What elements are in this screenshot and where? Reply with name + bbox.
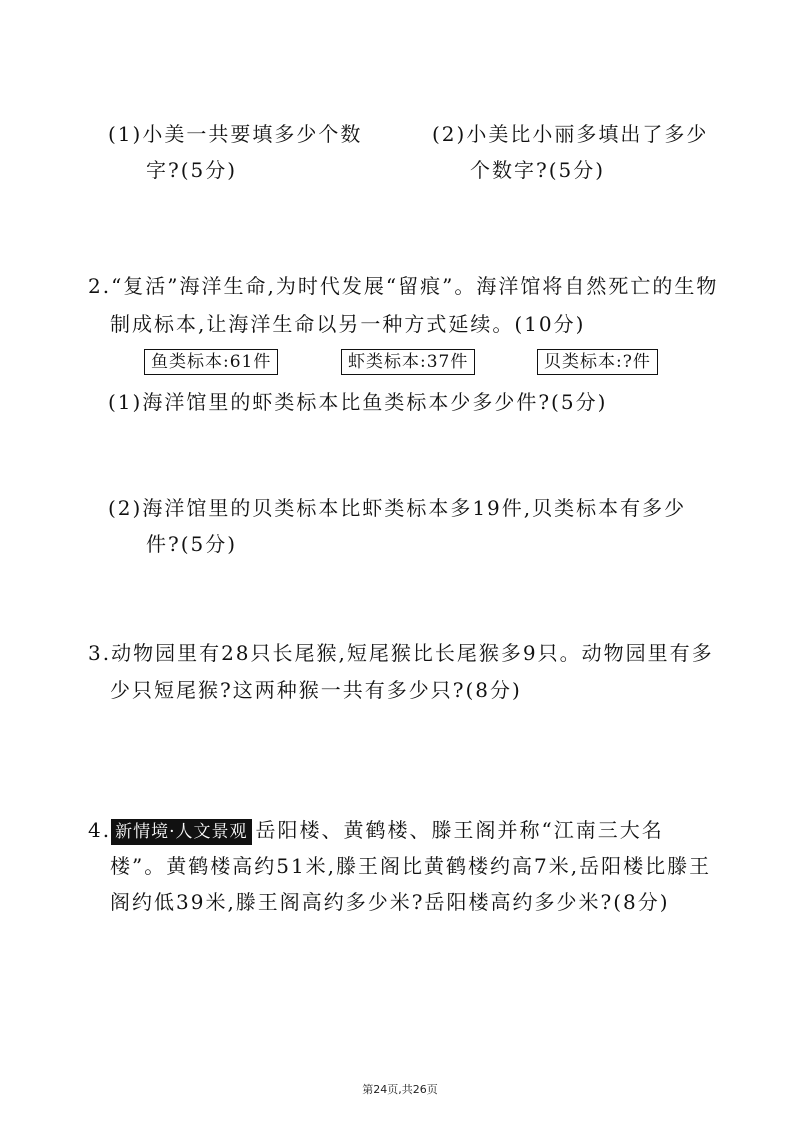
- q1-sub1-line1: (1)小美一共要填多少个数: [108, 122, 363, 146]
- q4-tag: 新情境·人文景观: [111, 819, 251, 845]
- page-number: 第24页,共26页: [362, 1083, 438, 1096]
- q4-line3: 阁约低39米,滕王阁高约多少米?岳阳楼高约多少米?(8分): [110, 890, 670, 914]
- q4-number: 4.: [88, 818, 112, 842]
- q4-line2: 楼”。黄鹤楼高约51米,滕王阁比黄鹤楼约高7米,岳阳楼比滕王: [110, 854, 712, 878]
- q2-line2: 制成标本,让海洋生命以另一种方式延续。(10分): [110, 312, 586, 336]
- q1-sub2-line1: (2)小美比小丽多填出了多少: [432, 122, 709, 146]
- q4-line1-text: 岳阳楼、黄鹤楼、滕王阁并称“江南三大名: [255, 818, 664, 842]
- q2-box-shrimp: 虾类标本:37件: [341, 349, 475, 375]
- q1-sub1-line2: 字?(5分): [146, 158, 238, 182]
- q4-line1: [88, 816, 664, 845]
- q3-line1: 3.动物园里有28只长尾猴,短尾猴比长尾猴多9只。动物园里有多: [88, 641, 714, 665]
- q2-line1: 2.“复活”海洋生命,为时代发展“留痕”。海洋馆将自然死亡的生物: [88, 274, 719, 298]
- q2-box-fish: 鱼类标本:61件: [144, 349, 278, 375]
- q1-sub2-line2: 个数字?(5分): [470, 158, 606, 182]
- q2-sub2-line1: (2)海洋馆里的贝类标本比虾类标本多19件,贝类标本有多少: [108, 496, 687, 520]
- q2-sub2-line2: 件?(5分): [146, 532, 238, 556]
- q3-line2: 少只短尾猴?这两种猴一共有多少只?(8分): [110, 678, 522, 702]
- q2-sub1: (1)海洋馆里的虾类标本比鱼类标本少多少件?(5分): [108, 390, 608, 414]
- q2-box-shell: 贝类标本:?件: [537, 349, 658, 375]
